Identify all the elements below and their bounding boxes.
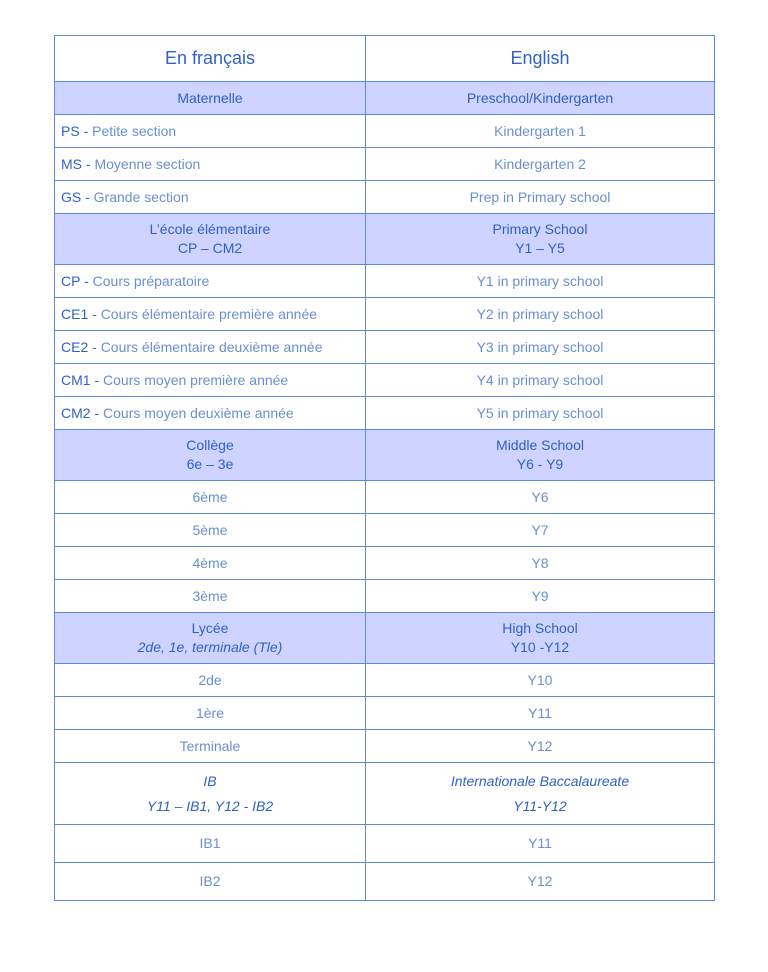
section-en-sub: Y6 - Y9 (516, 456, 564, 472)
level-fr: 5ème (55, 514, 366, 547)
level-fr: 1ère (55, 697, 366, 730)
level-en: Y7 (366, 514, 715, 547)
section-en-sub: Y11-Y12 (513, 797, 567, 814)
section-row-college (55, 430, 715, 481)
table-row (55, 697, 715, 730)
level-fr: 6ème (55, 481, 366, 514)
section-fr-sub: CP – CM2 (177, 240, 243, 256)
level-fr: 3ème (55, 580, 366, 613)
level-en: Y6 (366, 481, 715, 514)
section-en-title: Internationale Baccalaureate (450, 772, 630, 789)
table-row (55, 265, 715, 298)
level-en: Y9 (366, 580, 715, 613)
level-en: Kindergarten 2 (366, 148, 715, 181)
level-en: Y8 (366, 547, 715, 580)
header-english: English (366, 36, 715, 82)
table-row (55, 148, 715, 181)
section-fr-title: Collège (186, 437, 234, 453)
section-fr-sub: 2de, 1e, terminale (Tle) (137, 639, 283, 655)
level-code: MS - (61, 155, 91, 172)
level-code: CE2 - (61, 338, 97, 355)
level-fr: Moyenne section (94, 155, 201, 172)
table-row (55, 863, 715, 901)
level-fr: Petite section (92, 122, 177, 139)
section-fr-title: Maternelle (55, 82, 366, 115)
table-row (55, 580, 715, 613)
section-fr-title: L’école élémentaire (149, 221, 271, 237)
level-en: Y2 in primary school (366, 298, 715, 331)
section-row-ib (55, 763, 715, 825)
level-code: PS - (61, 122, 89, 139)
table-row (55, 298, 715, 331)
table-row (55, 115, 715, 148)
section-en-title: Primary School (492, 221, 588, 237)
level-fr: Cours moyen deuxième année (103, 404, 294, 421)
level-en: Y12 (366, 863, 715, 901)
table-header-row (55, 36, 715, 82)
table-row (55, 364, 715, 397)
level-en: Kindergarten 1 (366, 115, 715, 148)
table-row (55, 397, 715, 430)
table-row (55, 547, 715, 580)
level-code: CM2 - (61, 404, 100, 421)
section-row-maternelle (55, 82, 715, 115)
section-fr-title: Lycée (191, 620, 229, 636)
level-en: Y10 (366, 664, 715, 697)
level-fr: 2de (55, 664, 366, 697)
level-en: Y11 (366, 825, 715, 863)
header-french: En français (55, 36, 366, 82)
level-en: Y5 in primary school (366, 397, 715, 430)
section-en-title: Middle School (496, 437, 584, 453)
level-fr: 4ème (55, 547, 366, 580)
level-fr: Grande section (93, 188, 189, 205)
level-code: CE1 - (61, 305, 97, 322)
section-en-title: High School (502, 620, 578, 636)
level-en: Prep in Primary school (366, 181, 715, 214)
level-en: Y12 (366, 730, 715, 763)
level-fr: IB2 (55, 863, 366, 901)
section-en-sub: Y10 -Y12 (510, 639, 570, 655)
section-fr-sub: 6e – 3e (186, 456, 234, 472)
level-code: CM1 - (61, 371, 100, 388)
level-en: Y3 in primary school (366, 331, 715, 364)
section-row-ecole-elementaire (55, 214, 715, 265)
section-row-lycee (55, 613, 715, 664)
table-row (55, 181, 715, 214)
table-row (55, 514, 715, 547)
table-row (55, 825, 715, 863)
level-code: CP - (61, 272, 89, 289)
level-en: Y4 in primary school (366, 364, 715, 397)
level-en: Y1 in primary school (366, 265, 715, 298)
section-en-sub: Y1 – Y5 (515, 240, 565, 256)
table-row (55, 331, 715, 364)
level-fr: Cours élémentaire deuxième année (100, 338, 323, 355)
section-fr-title: IB (203, 772, 217, 789)
level-fr: Terminale (55, 730, 366, 763)
table-row (55, 730, 715, 763)
level-en: Y11 (366, 697, 715, 730)
level-fr: Cours moyen première année (103, 371, 289, 388)
level-code: GS - (61, 188, 90, 205)
table-row (55, 481, 715, 514)
level-fr: Cours élémentaire première année (100, 305, 318, 322)
level-fr: IB1 (55, 825, 366, 863)
section-en-title: Preschool/Kindergarten (366, 82, 715, 115)
school-levels-table (54, 35, 715, 901)
table-row (55, 664, 715, 697)
section-fr-sub: Y11 – IB1, Y12 - IB2 (146, 797, 274, 814)
level-fr: Cours préparatoire (92, 272, 210, 289)
